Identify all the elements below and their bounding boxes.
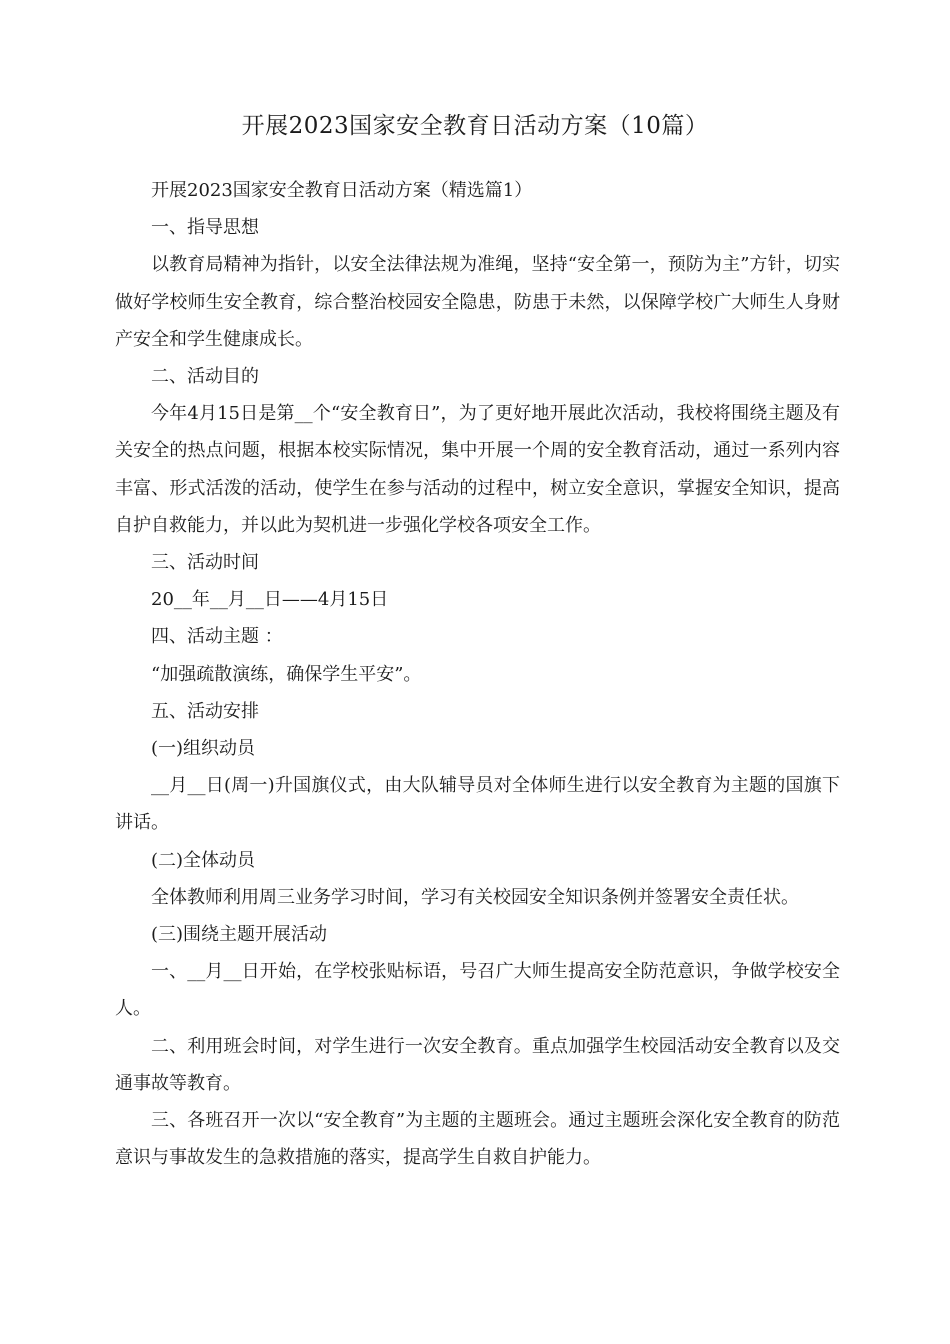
- paragraph-activity-time: 20__年__月__日——4月15日: [151, 589, 389, 611]
- paragraph-activity-theme: “加强疏散演练，确保学生平安”。: [151, 663, 422, 685]
- heading-activity-purpose: 二、活动目的: [151, 366, 259, 388]
- document-title: 开展2023国家安全教育日活动方案（10篇）: [241, 113, 709, 139]
- paragraph-activity-purpose: 今年4月15日是第__个“安全教育日”，为了更好地开展此次活动，我校将围绕主题及有关安全的热点问题，根据本校实际情况，集中开展一个周的安全教育活动，通过一系列内容丰富、形式活泼的活动，使学生在参与活动的过程中，树立安全意识，掌握安全知识，提高自护自救能力，并以此为契机进一步强化学校各项安全工作。: [115, 403, 840, 536]
- paragraph-activity-item-2: 二、利用班会时间，对学生进行一次安全教育。重点加强学生校园活动安全教育以及交通事故等教育。: [115, 1035, 840, 1094]
- subheading-theme-activities: (三)围绕主题开展活动: [151, 924, 328, 946]
- subheading-mobilization: (一)组织动员: [151, 738, 256, 760]
- subheading-all-staff-mobilization: (二)全体动员: [151, 849, 256, 871]
- heading-activity-theme: 四、活动主题 ：: [151, 626, 283, 648]
- paragraph-mobilization: __月__日(周一)升国旗仪式，由大队辅导员对全体师生进行以安全教育为主题的国旗下讲话。: [115, 775, 840, 834]
- heading-activity-arrangement: 五、活动安排: [151, 700, 259, 722]
- section-heading-plan-1: 开展2023国家安全教育日活动方案（精选篇1）: [151, 180, 533, 201]
- paragraph-all-staff-mobilization: 全体教师利用周三业务学习时间，学习有关校园安全知识条例并签署安全责任状。: [151, 886, 799, 908]
- paragraph-guiding-ideology: 以教育局精神为指针，以安全法律法规为准绳，坚持“安全第一，预防为主”方针，切实做好学校师生安全教育，综合整治校园安全隐患，防患于未然，以保障学校广大师生人身财产安全和学生健康成长。: [115, 254, 840, 350]
- paragraph-activity-item-1: 一、__月__日开始，在学校张贴标语，号召广大师生提高安全防范意识，争做学校安全人。: [115, 961, 840, 1020]
- paragraph-activity-item-3: 三、各班召开一次以“安全教育”为主题的主题班会。通过主题班会深化安全教育的防范意识与事故发生的急救措施的落实，提高学生自救自护能力。: [115, 1110, 840, 1169]
- document-body: [115, 172, 840, 1176]
- heading-activity-time: 三、活动时间: [151, 552, 259, 574]
- heading-guiding-ideology: 一、指导思想: [151, 217, 259, 239]
